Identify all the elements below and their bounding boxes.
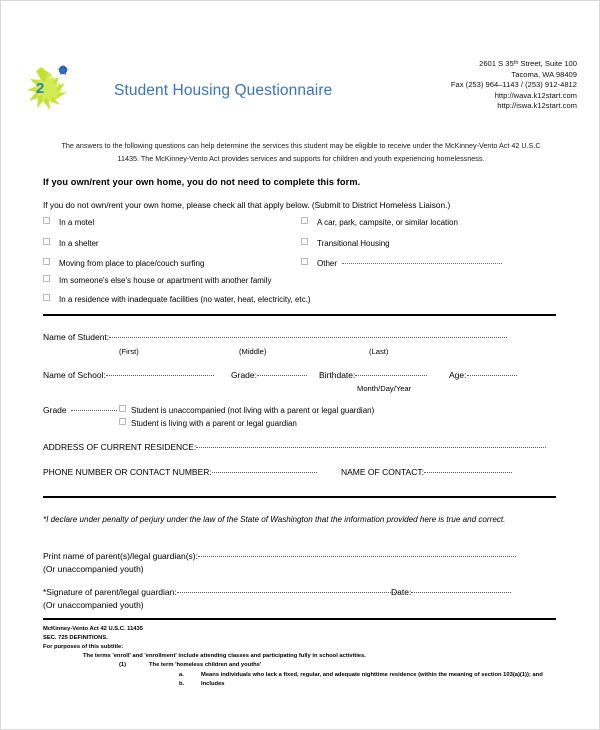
checkbox-option-inadequate-facilities[interactable] [43,294,311,304]
checkbox-option-motel[interactable] [43,217,94,227]
k12-star-logo [25,59,75,113]
intro-paragraph: The answers to the following questions can help determine the services this student may be eligible to receive under the McKinney-Vento Act 42 U.S.C 11435. The McKinney-Vento Act provides services and supports for children and youth experiencing homelessness. [61,141,541,163]
grade-secondary-input[interactable] [71,410,117,411]
birthdate-input[interactable] [355,375,427,376]
address-line-url-wava: http://wava.k12start.com [494,90,577,100]
footnote-item-1-text: The term 'homeless children and youths' [149,662,262,668]
checkbox-icon[interactable] [43,294,50,301]
checkbox-icon[interactable] [301,238,308,245]
checkbox-option-doubled-up[interactable] [43,275,272,285]
current-address-field[interactable] [43,442,546,452]
contact-name-field[interactable] [341,467,512,477]
checkbox-label: Im someone's else's house or apartment with another family [59,276,272,285]
guardian-signature-label: *Signature of parent/legal guardian: [43,587,177,597]
print-name-subnote: (Or unaccompanied youth) [43,564,144,574]
organization-address [451,59,577,112]
current-address-input[interactable] [196,447,546,448]
checkbox-icon[interactable] [119,418,126,425]
grade-secondary-field[interactable] [43,405,117,415]
print-guardian-name-input[interactable] [198,556,516,557]
phone-number-input[interactable] [212,472,317,473]
checkbox-student-unaccompanied[interactable] [119,405,374,415]
grade-label: Grade: [231,370,257,380]
checkbox-label: A car, park, campsite, or similar location [317,218,458,227]
footnote-item-b-text: Includes [201,681,225,687]
print-guardian-name-field[interactable] [43,551,516,561]
checkbox-icon[interactable] [43,217,50,224]
checkbox-label: Student is living with a parent or legal guardian [131,419,297,428]
checkbox-option-car-park[interactable] [301,217,458,227]
footnote-item-1-number: (1) [119,662,127,668]
school-name-field[interactable] [43,370,214,380]
svg-text:2: 2 [36,80,45,97]
checkbox-option-couch-surfing[interactable] [43,258,204,268]
checkbox-student-with-guardian[interactable] [119,418,297,428]
phone-number-label: PHONE NUMBER OR CONTACT NUMBER: [43,467,212,477]
document-header [1,49,599,127]
checkbox-label: Moving from place to place/couch surfing [59,259,205,268]
school-name-input[interactable] [106,375,214,376]
checkbox-label: Other [317,259,338,268]
checkbox-label: In a shelter [59,239,99,248]
address-line-fax: Fax (253) 964–1143 / (253) 912-4812 [450,80,577,90]
student-name-label: Name of Student: [43,332,110,342]
checkbox-icon[interactable] [301,258,308,265]
checkbox-icon[interactable] [43,238,50,245]
signature-date-label: Date: [391,587,412,597]
checkbox-icon[interactable] [301,217,308,224]
footnote-item-a-number: a. [179,672,184,678]
checkbox-icon[interactable] [43,275,50,282]
student-name-field[interactable] [43,332,507,342]
checkbox-label: Student is unaccompanied (not living with a parent or legal guardian) [131,406,375,415]
checkbox-icon[interactable] [119,405,126,412]
age-label: Age: [449,370,467,380]
grade-input[interactable] [257,375,307,376]
checkbox-label: Transitional Housing [317,239,390,248]
middle-name-hint: (Middle) [239,347,267,356]
age-input[interactable] [467,375,517,376]
signature-date-input[interactable] [411,592,511,593]
print-guardian-name-label: Print name of parent(s)/legal guardian(s): [43,551,198,561]
age-field[interactable] [449,370,517,380]
signature-subnote: (Or unaccompanied youth) [43,600,144,610]
section-divider-top [43,314,556,316]
footnote-item-a-text: Means individuals who lack a fixed, regular, and adequate nighttime residence (within the meaning of section 103(a)(1)); and [201,672,543,678]
footnote-subtitle-lead: For purposes of this subtitle: [43,644,124,650]
student-name-input[interactable] [109,337,507,338]
school-name-label: Name of School: [43,370,106,380]
footnote-item-b-number: b. [179,681,185,687]
section-divider-bottom [43,618,556,620]
page-title: Student Housing Questionnaire [114,82,333,99]
checkbox-option-shelter[interactable] [43,238,99,248]
contact-name-input[interactable] [424,472,512,473]
first-name-hint: (First) [119,347,139,356]
checkbox-icon[interactable] [43,258,50,265]
checkbox-label: In a residence with inadequate facilities (no water, heat, electricity, etc.) [59,295,311,304]
footnote-section-heading: SEC. 725 DEFINITIONS. [43,635,108,641]
last-name-hint: (Last) [369,347,389,356]
perjury-declaration: *I declare under penalty of perjury under the law of the State of Washington that the information provided here is true and correct. [43,515,506,524]
current-address-label: ADDRESS OF CURRENT RESIDENCE: [43,442,197,452]
housing-instructions: If you do not own/rent your own home, please check all that apply below. (Submit to District Homeless Liaison.) [43,200,451,210]
birthdate-label: Birthdate: [319,370,356,380]
birthdate-format-hint: Month/Day/Year [357,384,412,393]
checkbox-option-other[interactable] [301,258,502,268]
birthdate-field[interactable] [319,370,427,380]
footnote-act-citation: McKinney-Vento Act 42 U.S.C. 11435 [43,626,143,632]
other-input-line[interactable] [342,263,502,264]
contact-name-label: NAME OF CONTACT: [341,467,424,477]
guardian-signature-input[interactable] [177,592,399,593]
address-line-street: 2601 S 35ᵗʰ Street, Suite 100 [479,59,577,68]
address-line-url-iswa: http://iswa.k12start.com [497,101,577,111]
checkbox-label: In a motel [59,218,95,227]
section-divider-middle [43,496,556,498]
signature-date-field[interactable] [391,587,511,597]
footnote-enroll-definition: The terms 'enroll' and 'enrollment' include attending classes and participating fully in school activities. [83,653,366,659]
checkbox-option-transitional-housing[interactable] [301,238,390,248]
grade-secondary-label: Grade [43,405,67,415]
phone-number-field[interactable] [43,467,317,477]
grade-field[interactable] [231,370,307,380]
page-sheet [1,1,599,729]
guardian-signature-field[interactable] [43,587,399,597]
own-home-notice: If you own/rent your own home, you do not need to complete this form. [43,177,361,187]
address-line-city: Tacoma, WA 98409 [511,69,577,79]
